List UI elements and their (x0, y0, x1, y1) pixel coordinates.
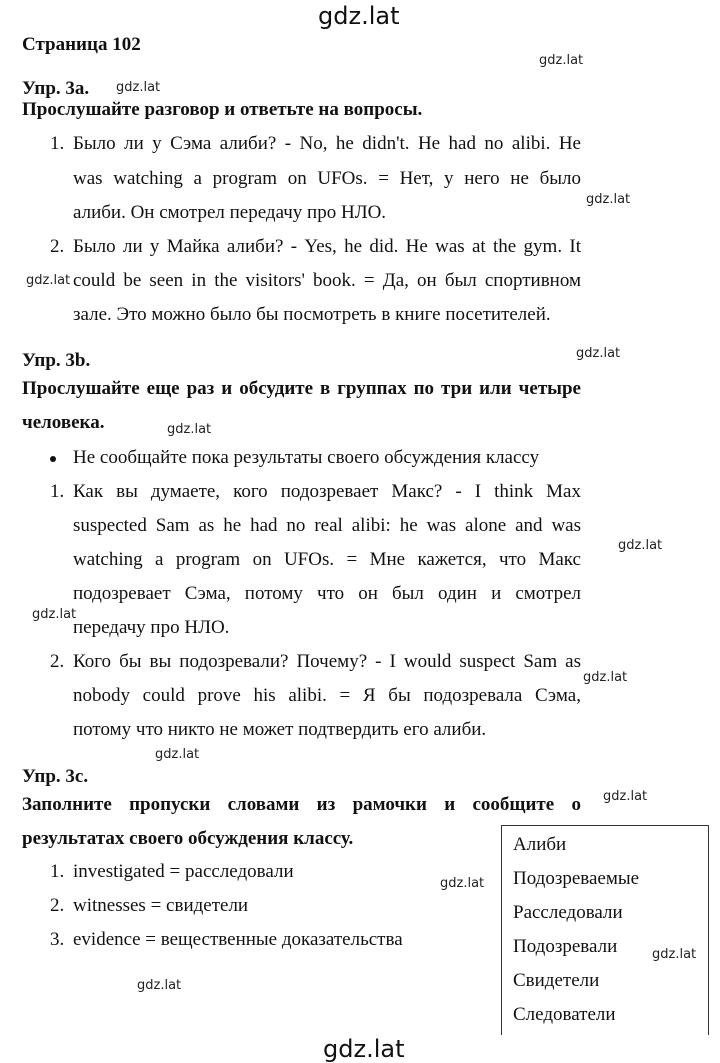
item-line: зале. Это можно было бы посмотреть в книге посетителей. (73, 304, 551, 325)
watermark: gdz.lat (576, 346, 621, 361)
item-text: witnesses = свидетели (73, 895, 249, 916)
word-box-item: Следователи (513, 1004, 616, 1025)
ex3c-heading: Упр. 3с. (22, 766, 89, 787)
item-text: investigated = расследовали (73, 861, 294, 882)
item-number: 3. (50, 929, 65, 950)
watermark: gdz.lat (167, 422, 212, 437)
item-number: 2. (50, 895, 65, 916)
item-line: could be seen in the visitors' book. = Да, он был спортивном (73, 270, 581, 291)
item-number: 2. (50, 651, 65, 672)
watermark: gdz.lat (440, 876, 485, 891)
item-line: watching a program on UFOs. = Мне кажется, что Макс (73, 549, 581, 570)
watermark: gdz.lat (539, 53, 584, 68)
ex3a-heading: Упр. 3а. (22, 78, 90, 99)
ex3b-bullet-text: Не сообщайте пока результаты своего обсуждения классу (73, 447, 540, 468)
word-box-item: Подозреваемые (513, 868, 640, 889)
watermark: gdz.lat (116, 80, 161, 95)
watermark: gdz.lat (155, 747, 200, 762)
item-line: потому что никто не может подтвердить его алиби. (73, 719, 487, 740)
item-line: алиби. Он смотрел передачу про НЛО. (73, 202, 387, 223)
item-line: was watching a program on UFOs. = Нет, у него не было (73, 168, 581, 189)
item-line: suspected Sam as he had no real alibi: he was alone and was (73, 515, 581, 536)
ex3c-instruction-line: Заполните пропуски словами из рамочки и сообщите о (22, 794, 581, 815)
bullet-icon (50, 456, 56, 462)
item-line: Кого бы вы подозревали? Почему? - I would suspect Sam as (73, 651, 581, 672)
item-line: подозревает Сэма, потому что он был один и смотрел (73, 583, 581, 604)
item-number: 1. (50, 481, 65, 502)
ex3b-heading: Упр. 3b. (22, 350, 91, 371)
word-box (501, 825, 709, 1035)
watermark-bottom: gdz.lat (323, 1035, 405, 1063)
watermark: gdz.lat (32, 607, 77, 622)
word-box-item: Расследовали (513, 902, 623, 923)
watermark: gdz.lat (618, 538, 663, 553)
page-title: Страница 102 (22, 34, 141, 55)
item-line: Как вы думаете, кого подозревает Макс? - I think Max (73, 481, 581, 502)
item-text: evidence = вещественные доказательства (73, 929, 403, 950)
ex3b-instruction-line: Прослушайте еще раз и обсудите в группах по три или четыре (22, 378, 581, 399)
item-number: 1. (50, 861, 65, 882)
item-number: 2. (50, 236, 65, 257)
watermark: gdz.lat (583, 670, 628, 685)
watermark: gdz.lat (652, 947, 697, 962)
watermark-top: gdz.lat (318, 2, 400, 30)
watermark: gdz.lat (586, 192, 631, 207)
watermark: gdz.lat (603, 789, 648, 804)
item-line: Было ли у Майка алиби? - Yes, he did. He was at the gym. It (73, 236, 581, 257)
watermark: gdz.lat (26, 273, 71, 288)
watermark: gdz.lat (137, 978, 182, 993)
word-box-item: Свидетели (513, 970, 600, 991)
ex3a-instruction: Прослушайте разговор и ответьте на вопросы. (22, 99, 423, 120)
item-line: передачу про НЛО. (73, 617, 230, 638)
word-box-item: Подозревали (513, 936, 618, 957)
ex3b-instruction-line: человека. (22, 412, 105, 433)
word-box-item: Алиби (513, 834, 567, 855)
item-line: Было ли у Сэма алиби? - No, he didn't. He had no alibi. He (73, 133, 581, 154)
ex3c-instruction-line: результатах своего обсуждения классу. (22, 828, 354, 849)
item-line: nobody could prove his alibi. = Я бы подозревала Сэма, (73, 685, 581, 706)
item-number: 1. (50, 133, 65, 154)
